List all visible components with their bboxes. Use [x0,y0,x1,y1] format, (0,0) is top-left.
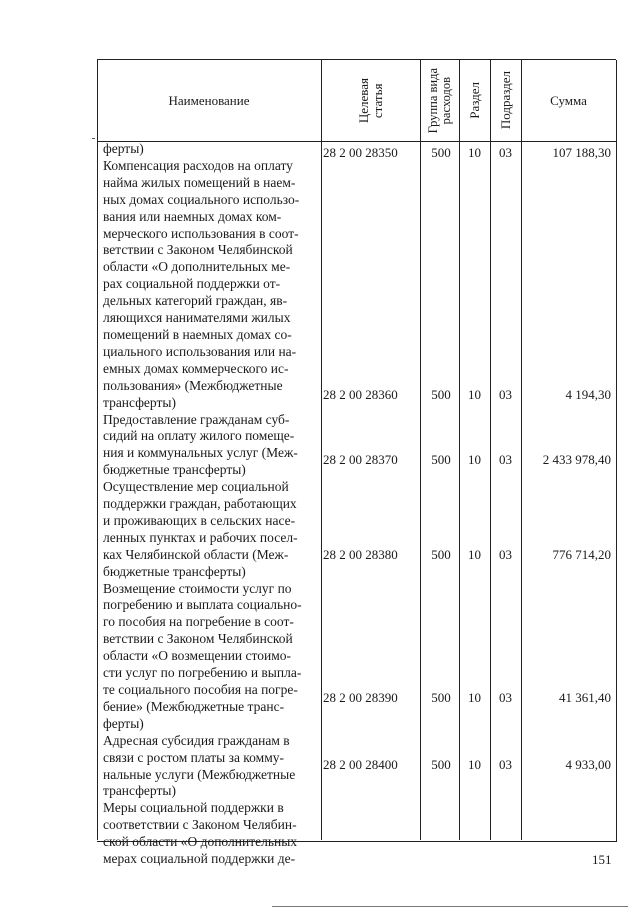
text-line: связи с ростом платы за комму- [103,749,285,765]
header-section-label: Раздел [466,82,482,119]
text-line: мерах социальной поддержки де- [103,851,296,867]
text-line: ках Челябинской области (Меж- [103,546,289,562]
row-sum: 41 361,40 [559,690,611,705]
header-subsection-label: Подраздел [497,71,513,130]
text-line: Осуществление мер социальной [103,479,289,495]
text-line: емных домах коммерческого ис- [103,360,289,376]
row-code: 28 2 00 28370 [323,452,398,467]
row-group: 500 [431,690,451,705]
row-group: 500 [431,757,451,772]
row-sum: 2 433 978,40 [542,452,611,467]
text-line: помещений в наемных домах со- [103,326,292,342]
column-divider [459,59,460,840]
text-line: ферты) [103,715,144,731]
header-group [420,60,459,141]
text-line: и проживающих в сельских насе- [103,512,296,528]
text-line: дельных категорий граждан, яв- [103,293,288,309]
text-line: ляющихся нанимателями жилых [103,310,291,326]
text-line: те социального пособия на погре- [103,682,298,697]
text-line: Предоставление гражданам суб- [103,411,290,427]
text-line: ветствии с Законом Челябинской [103,242,293,258]
text-line: бюджетные трансферты) [103,462,246,478]
row-code: 28 2 00 28350 [323,145,398,160]
row-subsection: 03 [499,757,512,772]
row-group: 500 [431,387,451,402]
header-group-label: Группа вида расходов [425,67,453,134]
row-section: 10 [468,387,481,402]
header-name-label: Наименование [168,92,250,108]
page-number: 151 [592,852,612,867]
text-line: сти услуг по погребению и выпла- [103,665,302,681]
text-line: Меры социальной поддержки в [103,800,284,816]
header-subsection [490,60,521,141]
row-sum: 776 714,20 [552,547,611,562]
row-group: 500 [431,145,451,160]
row-section: 10 [468,452,481,467]
text-line: ния и коммунальных услуг (Меж- [103,445,298,461]
text-line: поддержки граждан, работающих [103,496,297,512]
row-sum: 107 188,30 [552,145,611,160]
column-divider [420,59,421,840]
row-sum: 4 194,30 [565,387,611,402]
row-subsection: 03 [499,145,512,160]
column-divider [521,59,522,840]
text-line: ферты) [103,141,144,156]
row-code: 28 2 00 28360 [323,387,398,402]
column-divider [490,59,491,840]
name-column-text [103,141,315,868]
text-line: трансферты) [103,394,176,410]
row-subsection: 03 [499,452,512,467]
text-line: области «О дополнительных ме- [103,259,291,275]
text-line: мерческого использования в соот- [103,225,299,241]
header-target [321,60,420,141]
row-group: 500 [431,547,451,562]
text-line: рах социальной поддержки от- [103,276,281,292]
row-sum: 4 933,00 [565,757,611,772]
text-line: Компенсация расходов на оплату [103,157,293,173]
text-line: ской области «О дополнительных [103,834,298,850]
text-line: пользования» (Межбюджетные [103,377,283,393]
text-line: ветствии с Законом Челябинской [103,631,293,647]
row-code: 28 2 00 28380 [323,547,398,562]
text-line: ленных пунктах и рабочих посел- [103,529,298,545]
text-line: Возмещение стоимости услуг по [103,580,292,596]
column-divider [321,59,322,840]
text-line: бение» (Межбюджетные транс- [103,698,285,714]
row-subsection: 03 [499,690,512,705]
header-name [97,60,321,141]
row-section: 10 [468,547,481,562]
text-line: найма жилых помещений в наем- [103,174,296,190]
text-line: го пособия на погребение в соот- [103,614,294,630]
column-divider [97,59,98,840]
header-target-label: Целевая статья [355,77,385,124]
text-line: бюджетные трансферты) [103,563,246,579]
header-section [459,60,490,141]
row-section: 10 [468,690,481,705]
row-subsection: 03 [499,387,512,402]
text-line: области «О возмещении стоимо- [103,648,291,664]
text-line: нальные услуги (Межбюджетные [103,766,296,782]
row-code: 28 2 00 28400 [323,757,398,772]
text-line: циального использования или на- [103,343,297,359]
row-group: 500 [431,452,451,467]
text-line: вания или наемных домах ком- [103,208,282,224]
text-line: ных домах социального использо- [103,191,300,207]
row-section: 10 [468,145,481,160]
text-line: соответствии с Законом Челябин- [103,817,297,833]
text-line: трансферты) [103,783,176,799]
margin-mark [92,138,95,139]
header-sum [521,60,616,141]
header-sum-label: Сумма [550,92,587,108]
row-code: 28 2 00 28390 [323,690,398,705]
text-line: Адресная субсидия гражданам в [103,732,290,748]
text-line: погребению и выплата социально- [103,597,302,613]
text-line: сидий на оплату жилого помеще- [103,428,295,444]
row-section: 10 [468,757,481,772]
row-subsection: 03 [499,547,512,562]
